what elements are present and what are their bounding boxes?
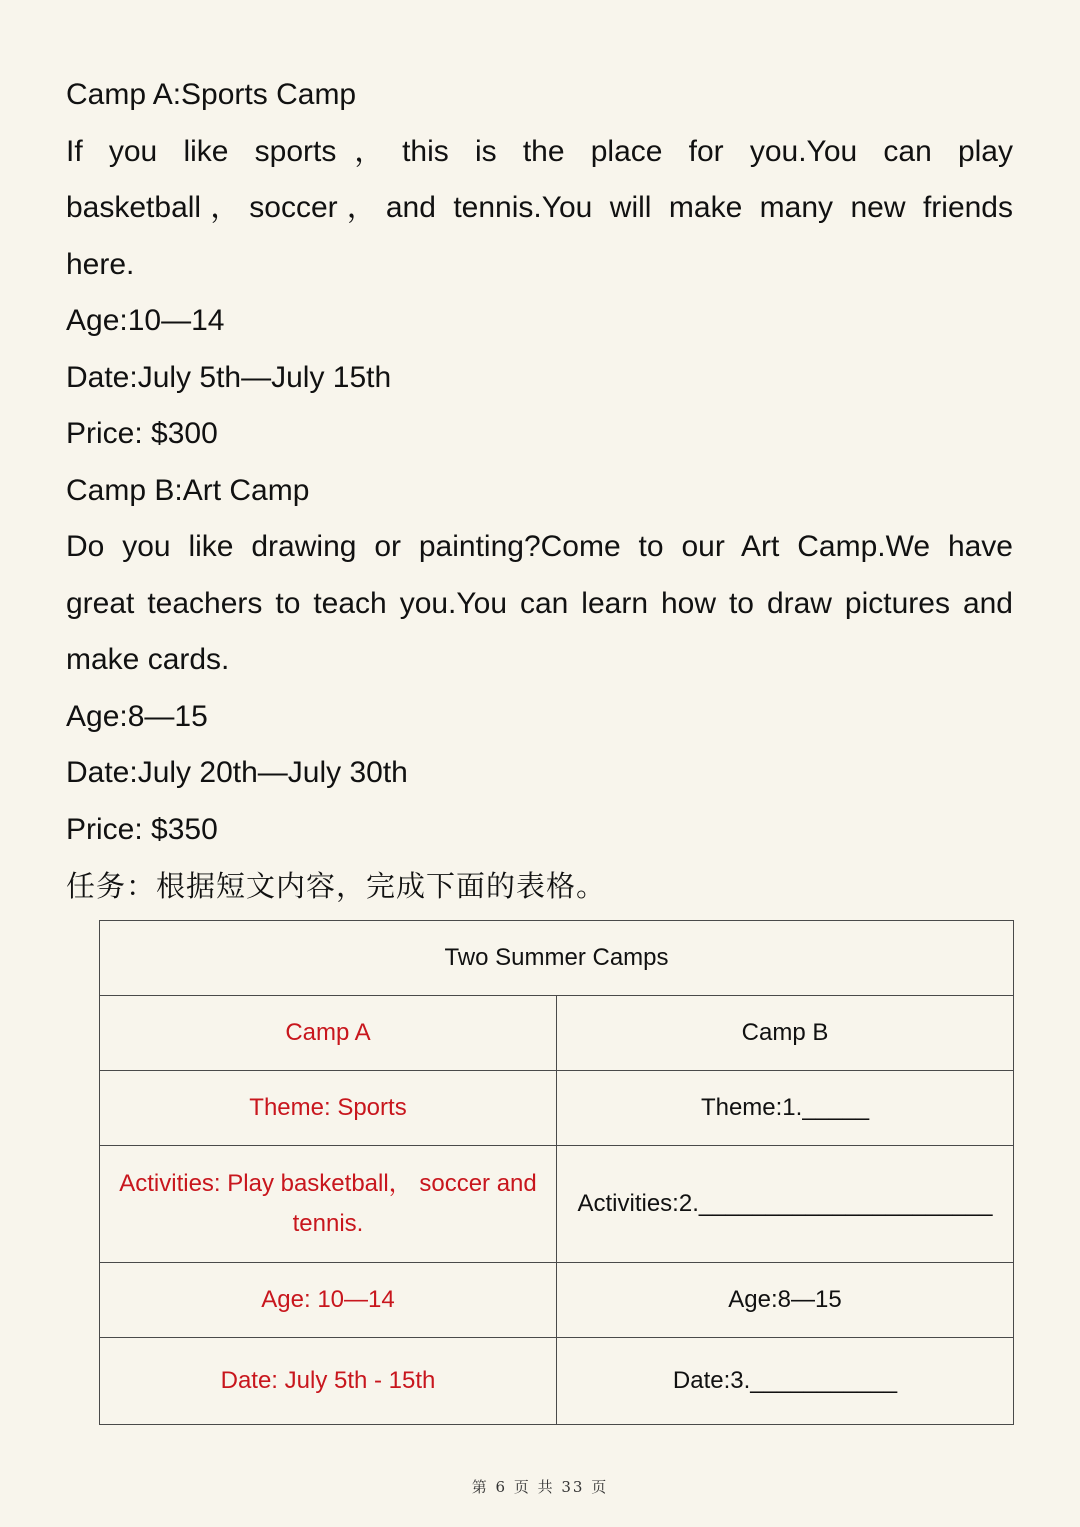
camp-b-activities-blank: Activities:2.______________________ (557, 1146, 1014, 1263)
camp-a-activities-cell: Activities: Play basketball， soccer and tennis. (100, 1146, 557, 1263)
camp-b-age-cell: Age:8—15 (557, 1263, 1014, 1338)
table-row (100, 1071, 1014, 1146)
camp-b-theme-blank: Theme:1._____ (557, 1071, 1014, 1146)
task-instruction: 任务：根据短文内容，完成下面的表格。 (66, 869, 607, 903)
camp-a-theme-cell: Theme: Sports (100, 1071, 557, 1146)
camp-a-column-header: Camp A (100, 996, 557, 1071)
camp-b-description-line: great teachers to teach you.You can learn how to draw pictures and (66, 586, 1013, 620)
table-row (100, 1146, 1014, 1263)
camp-a-description-line: basketball，soccer，and tennis.You will make many new friends (66, 191, 1013, 224)
table-title-row (100, 921, 1014, 996)
summer-camps-table (99, 920, 1014, 1425)
camp-a-description-line: If you like sports，this is the place for you.You can play (66, 134, 1013, 168)
camp-b-price: Price: $350 (66, 812, 218, 846)
camp-a-date: Date:July 5th—July 15th (66, 360, 392, 394)
camp-a-description-line: here. (66, 247, 135, 281)
camp-b-heading: Camp B:Art Camp (66, 473, 310, 507)
page-number-footer: 第 6 页 共 33 页 (471, 1478, 609, 1496)
camp-a-heading: Camp A:Sports Camp (66, 78, 357, 111)
table-row (100, 996, 1014, 1071)
camp-b-date: Date:July 20th—July 30th (66, 756, 408, 789)
table-row (100, 1338, 1014, 1425)
camp-b-column-header: Camp B (557, 996, 1014, 1071)
camp-b-age: Age:8—15 (66, 699, 208, 733)
table-title: Two Summer Camps (100, 921, 1014, 996)
camp-a-age: Age:10—14 (66, 304, 225, 337)
camp-b-date-blank: Date:3.___________ (557, 1338, 1014, 1425)
camp-a-date-cell: Date: July 5th - 15th (100, 1338, 557, 1425)
reading-passage (66, 67, 1013, 915)
camp-a-age-cell: Age: 10—14 (100, 1263, 557, 1338)
camp-b-description-line: Do you like drawing or painting?Come to our Art Camp.We have (66, 530, 1013, 563)
table-row (100, 1263, 1014, 1338)
camp-a-price: Price: $300 (66, 417, 218, 450)
camp-b-description-line: make cards. (66, 643, 230, 676)
